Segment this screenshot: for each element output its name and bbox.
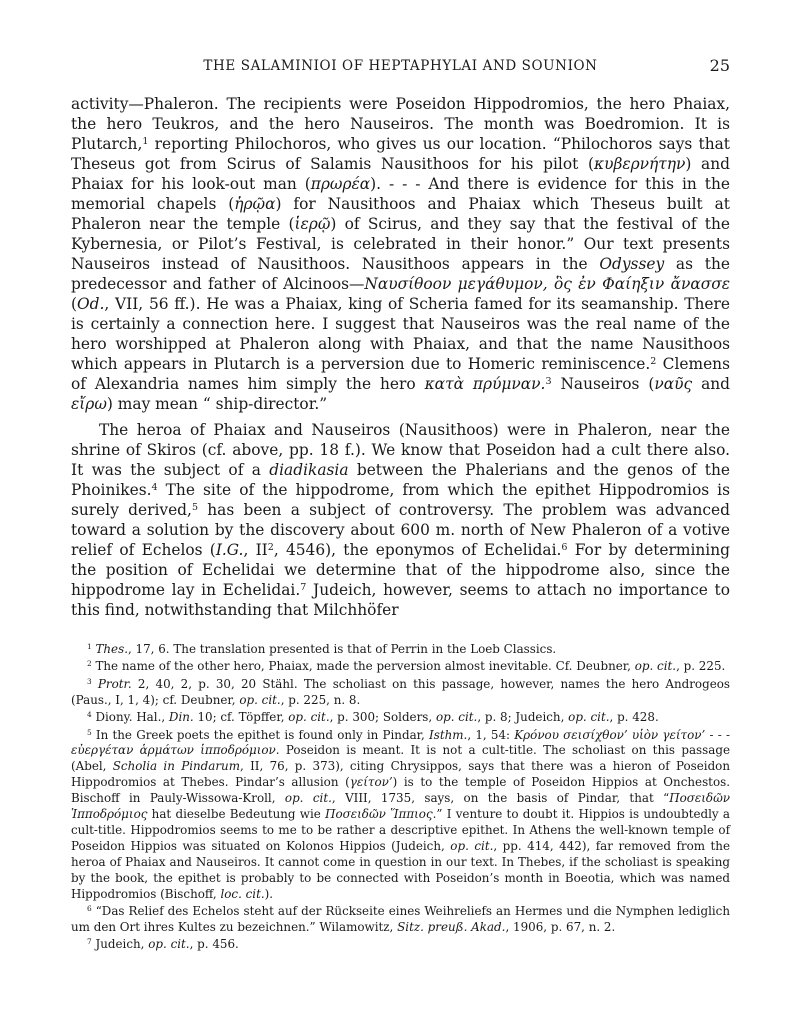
text-run: “Das Relief des Echelos steht auf der Rückseite eines Weihreliefs an Hermes und die Nymphen lediglich um den Ort ihres Kultes zu bezeichnen.” Wilamowitz, — [71, 904, 730, 934]
greek-term: κατὰ πρύμναν. — [424, 375, 546, 393]
greek-term: Ποσειδῶν Ἱπποδρόμιος — [71, 791, 731, 822]
citation-abbrev: loc. cit. — [220, 886, 265, 901]
work-title: Thes. — [95, 642, 128, 656]
text-run: activity—Phaleron. The recipients were Poseidon Hippodromios, the hero Phaiax, the hero Teukros, and the hero Nauseiros. The month was Boedromion. It is Plutarch, — [71, 95, 730, 153]
text-run: .” I venture to doubt it. Hippios is undoubtedly a cult-title. Hippodromios seems to me to be rather a descriptive epithet. In Athens the well-known temple of Poseidon Hippios was situated on Kolonos Hippios (Judeich, — [71, 807, 730, 853]
text-run: ( — [71, 295, 78, 313]
footnote-ref-6: 6 — [561, 541, 568, 553]
greek-term: εἴρω — [71, 395, 107, 413]
text-run: Nauseiros ( — [551, 375, 655, 393]
main-text — [71, 94, 730, 620]
work-title: Odyssey — [599, 255, 665, 273]
text-run: between the Phalerians and the genos of the Phoinikes. — [71, 461, 730, 499]
text-run: , II, 76, p. 373), citing Chrysippos, says that there was a hieron of Poseidon Hippodromios at Thebes. Pindar’s allusion ( — [71, 759, 730, 790]
greek-quote: Ναυσίθοον μεγάθυμον, ὃς ἐν Φαίηξιν ἄνασσε — [364, 275, 730, 293]
text-run: The site of the hippodrome, from which the epithet Hippodromios is surely derived, — [71, 481, 730, 519]
citation-abbrev: op. cit. — [288, 710, 330, 725]
text-run: , p. 8; Judeich, — [477, 710, 569, 725]
paragraph-1 — [71, 94, 730, 414]
greek-term: γείτον’ — [349, 775, 393, 790]
page — [71, 56, 730, 955]
text-run: ) and Phaiax for his look-out man ( — [71, 155, 731, 193]
footnote-number: 1 — [87, 641, 92, 651]
running-header — [71, 56, 730, 80]
greek-term: κυβερνήτην — [594, 155, 686, 173]
text-run: , p. 225. — [676, 659, 726, 674]
text-run: In the Greek poets the epithet is found only in Pindar, — [91, 727, 430, 742]
text-run: , p. 300; Solders, — [329, 710, 436, 725]
work-title: Sitz. preuß. Akad. — [397, 919, 506, 934]
citation-abbrev: I.G. — [215, 541, 244, 559]
text-run: Clemens of Alexandria names him simply the hero — [71, 355, 730, 393]
work-title: Isthm. — [429, 727, 468, 742]
footnote-6 — [71, 904, 730, 936]
text-run: For by determining the position of Echelidai we determine that of the hippodrome also, since the hippodrome lay in Echelidai. — [71, 541, 730, 599]
citation-abbrev: op. cit. — [568, 710, 610, 725]
footnote-ref-7: 7 — [300, 581, 307, 593]
text-run: The heroa of Phaiax and Nauseiros (Nausithoos) were in Phaleron, near the shrine of Skiros (cf. above, pp. 18 f.). We know that Poseidon had a cult there also. It was the subject of a — [71, 421, 730, 479]
text-run: hat dieselbe Bedeutung wie — [147, 807, 326, 822]
citation-abbrev: op. cit. — [634, 659, 677, 674]
text-run: Judeich, however, seems to attach no importance to this find, notwithstanding that Milchhöfer — [71, 581, 730, 619]
text-run: 2, 40, 2, p. 30, 20 Stähl. The scholiast on this passage, however, names the hero Androgeos (Paus., I, 1, 4); cf. Deubner, — [71, 676, 731, 707]
footnote-7 — [71, 937, 730, 953]
footnote-5 — [71, 728, 730, 903]
text-run: Poseidon is meant. It is not a cult-title. The scholiast on this passage (Abel, — [71, 743, 731, 774]
work-title: Din. — [168, 710, 194, 725]
text-run: Judeich, — [91, 937, 149, 952]
text-run: as the predecessor and father of Alcinoos— — [71, 255, 730, 293]
text-run: ). — [264, 886, 274, 901]
text-run: has been a subject of controversy. The problem was advanced toward a solution by the discovery about 600 m. north of New Phaleron of a votive relief of Echelos ( — [71, 501, 730, 559]
text-run: Diony. Hal., — [91, 710, 169, 725]
greek-term: ναῦς — [654, 375, 693, 393]
citation-abbrev: op. cit. — [284, 791, 332, 806]
footnote-number: 6 — [87, 903, 92, 913]
text-run: , p. 428. — [609, 710, 659, 725]
text-run: and — [692, 375, 731, 393]
greek-term: Ποσειδῶν Ἵππιος — [325, 807, 433, 822]
text-run: , pp. 414, 442), far removed from the heroa of Phaiax and Nauseiros. It cannot come in question in our text. In Thebes, if the scholiast is speaking by the book, the epithet is probably to be connected with Poseidon’s month in Boeotia, which was named Hippodromios (Bischoff, — [71, 838, 730, 901]
edition-superscript: 2 — [267, 541, 274, 553]
footnote-number: 3 — [87, 676, 92, 686]
paragraph-2 — [71, 420, 730, 620]
text-run: reporting Philochoros, who gives us our location. “Philochoros says that Theseus got from Scirus of Salamis Nausithoos for his pilot ( — [71, 135, 730, 173]
text-run: , p. 456. — [189, 937, 239, 952]
work-title: Protr. — [97, 676, 132, 691]
footnote-ref-4: 4 — [151, 481, 158, 493]
greek-term: ἱερῷ — [294, 215, 331, 233]
text-run: The name of the other hero, Phaiax, made the perversion almost inevitable. Cf. Deubner, — [91, 659, 635, 674]
text-run: , 17, 6. The translation presented is that of Perrin in the Loeb Classics. — [127, 642, 557, 656]
text-run: , II — [243, 541, 268, 559]
text-run: ) is to the temple of Poseidon Hippios at Onchestos. Bischoff in Pauly-Wissowa-Kroll, — [71, 775, 730, 806]
footnote-number: 4 — [87, 710, 92, 720]
greek-term: πρωρέα — [310, 175, 371, 193]
text-run: , p. 225, n. 8. — [280, 692, 361, 707]
text-run: , 1, 54: — [467, 727, 515, 742]
text-run: , VII, 56 ff.). He was a Phaiax, king of Scheria famed for its seamanship. There is certainly a connection here. I suggest that Nauseiros was the real name of the hero worshipped at Phaleron along with Phaiax, and that the name Nausithoos which appears in Plutarch is a perversion due to Homeric reminiscence. — [71, 295, 730, 373]
text-run: ) may mean “ ship-director.” — [106, 395, 328, 413]
footnote-ref-1: 1 — [142, 135, 149, 147]
text-run: ) of Scirus, and they say that the festival of the Kybernesia, or Pilot’s Festival, is celebrated in their honor.” Our text presents Nauseiros instead of Nausithoos. Nausithoos appears in the — [71, 215, 730, 273]
work-title: Od. — [77, 295, 105, 313]
footnote-ref-3: 3 — [545, 375, 552, 387]
footnotes — [71, 642, 730, 953]
footnote-3 — [71, 677, 730, 709]
term: diadikasia — [269, 461, 349, 479]
footnote-4 — [71, 710, 730, 726]
text-run: 10; cf. Töpffer, — [193, 710, 289, 725]
text-run: ) for Nausithoos and Phaiax which Theseus built at Phaleron near the temple ( — [71, 195, 730, 233]
footnote-ref-5: 5 — [191, 501, 199, 513]
text-run: ). - - - And there is evidence for this in the memorial chapels ( — [71, 175, 730, 213]
text-run: , 4546), the eponymos of Echelidai. — [273, 541, 562, 559]
footnote-number: 7 — [87, 937, 92, 947]
footnote-number: 5 — [87, 727, 92, 737]
running-title: THE SALAMINIOI OF HEPTAPHYLAI AND SOUNION — [203, 58, 598, 74]
citation-abbrev: op. cit. — [239, 692, 281, 707]
footnote-2 — [71, 659, 730, 675]
page-number: 25 — [709, 56, 730, 75]
citation-abbrev: op. cit. — [435, 710, 478, 725]
citation-abbrev: op. cit. — [450, 838, 494, 853]
text-run: , VIII, 1735, says, on the basis of Pindar, that “ — [331, 791, 670, 806]
text-run: , 1906, p. 67, n. 2. — [505, 919, 616, 934]
citation-abbrev: op. cit. — [148, 937, 190, 952]
footnote-ref-2: 2 — [650, 355, 657, 367]
greek-term: ἡρῷα — [234, 195, 276, 213]
footnote-1 — [71, 642, 730, 658]
greek-quote: Κρόνου σεισίχθον’ υἱὸν γείτον’ - - - εὐεργέταν ἁρμάτων ἱπποδρόμιον. — [71, 727, 730, 758]
work-title: Scholia in Pindarum — [112, 759, 240, 774]
footnote-number: 2 — [87, 659, 92, 669]
